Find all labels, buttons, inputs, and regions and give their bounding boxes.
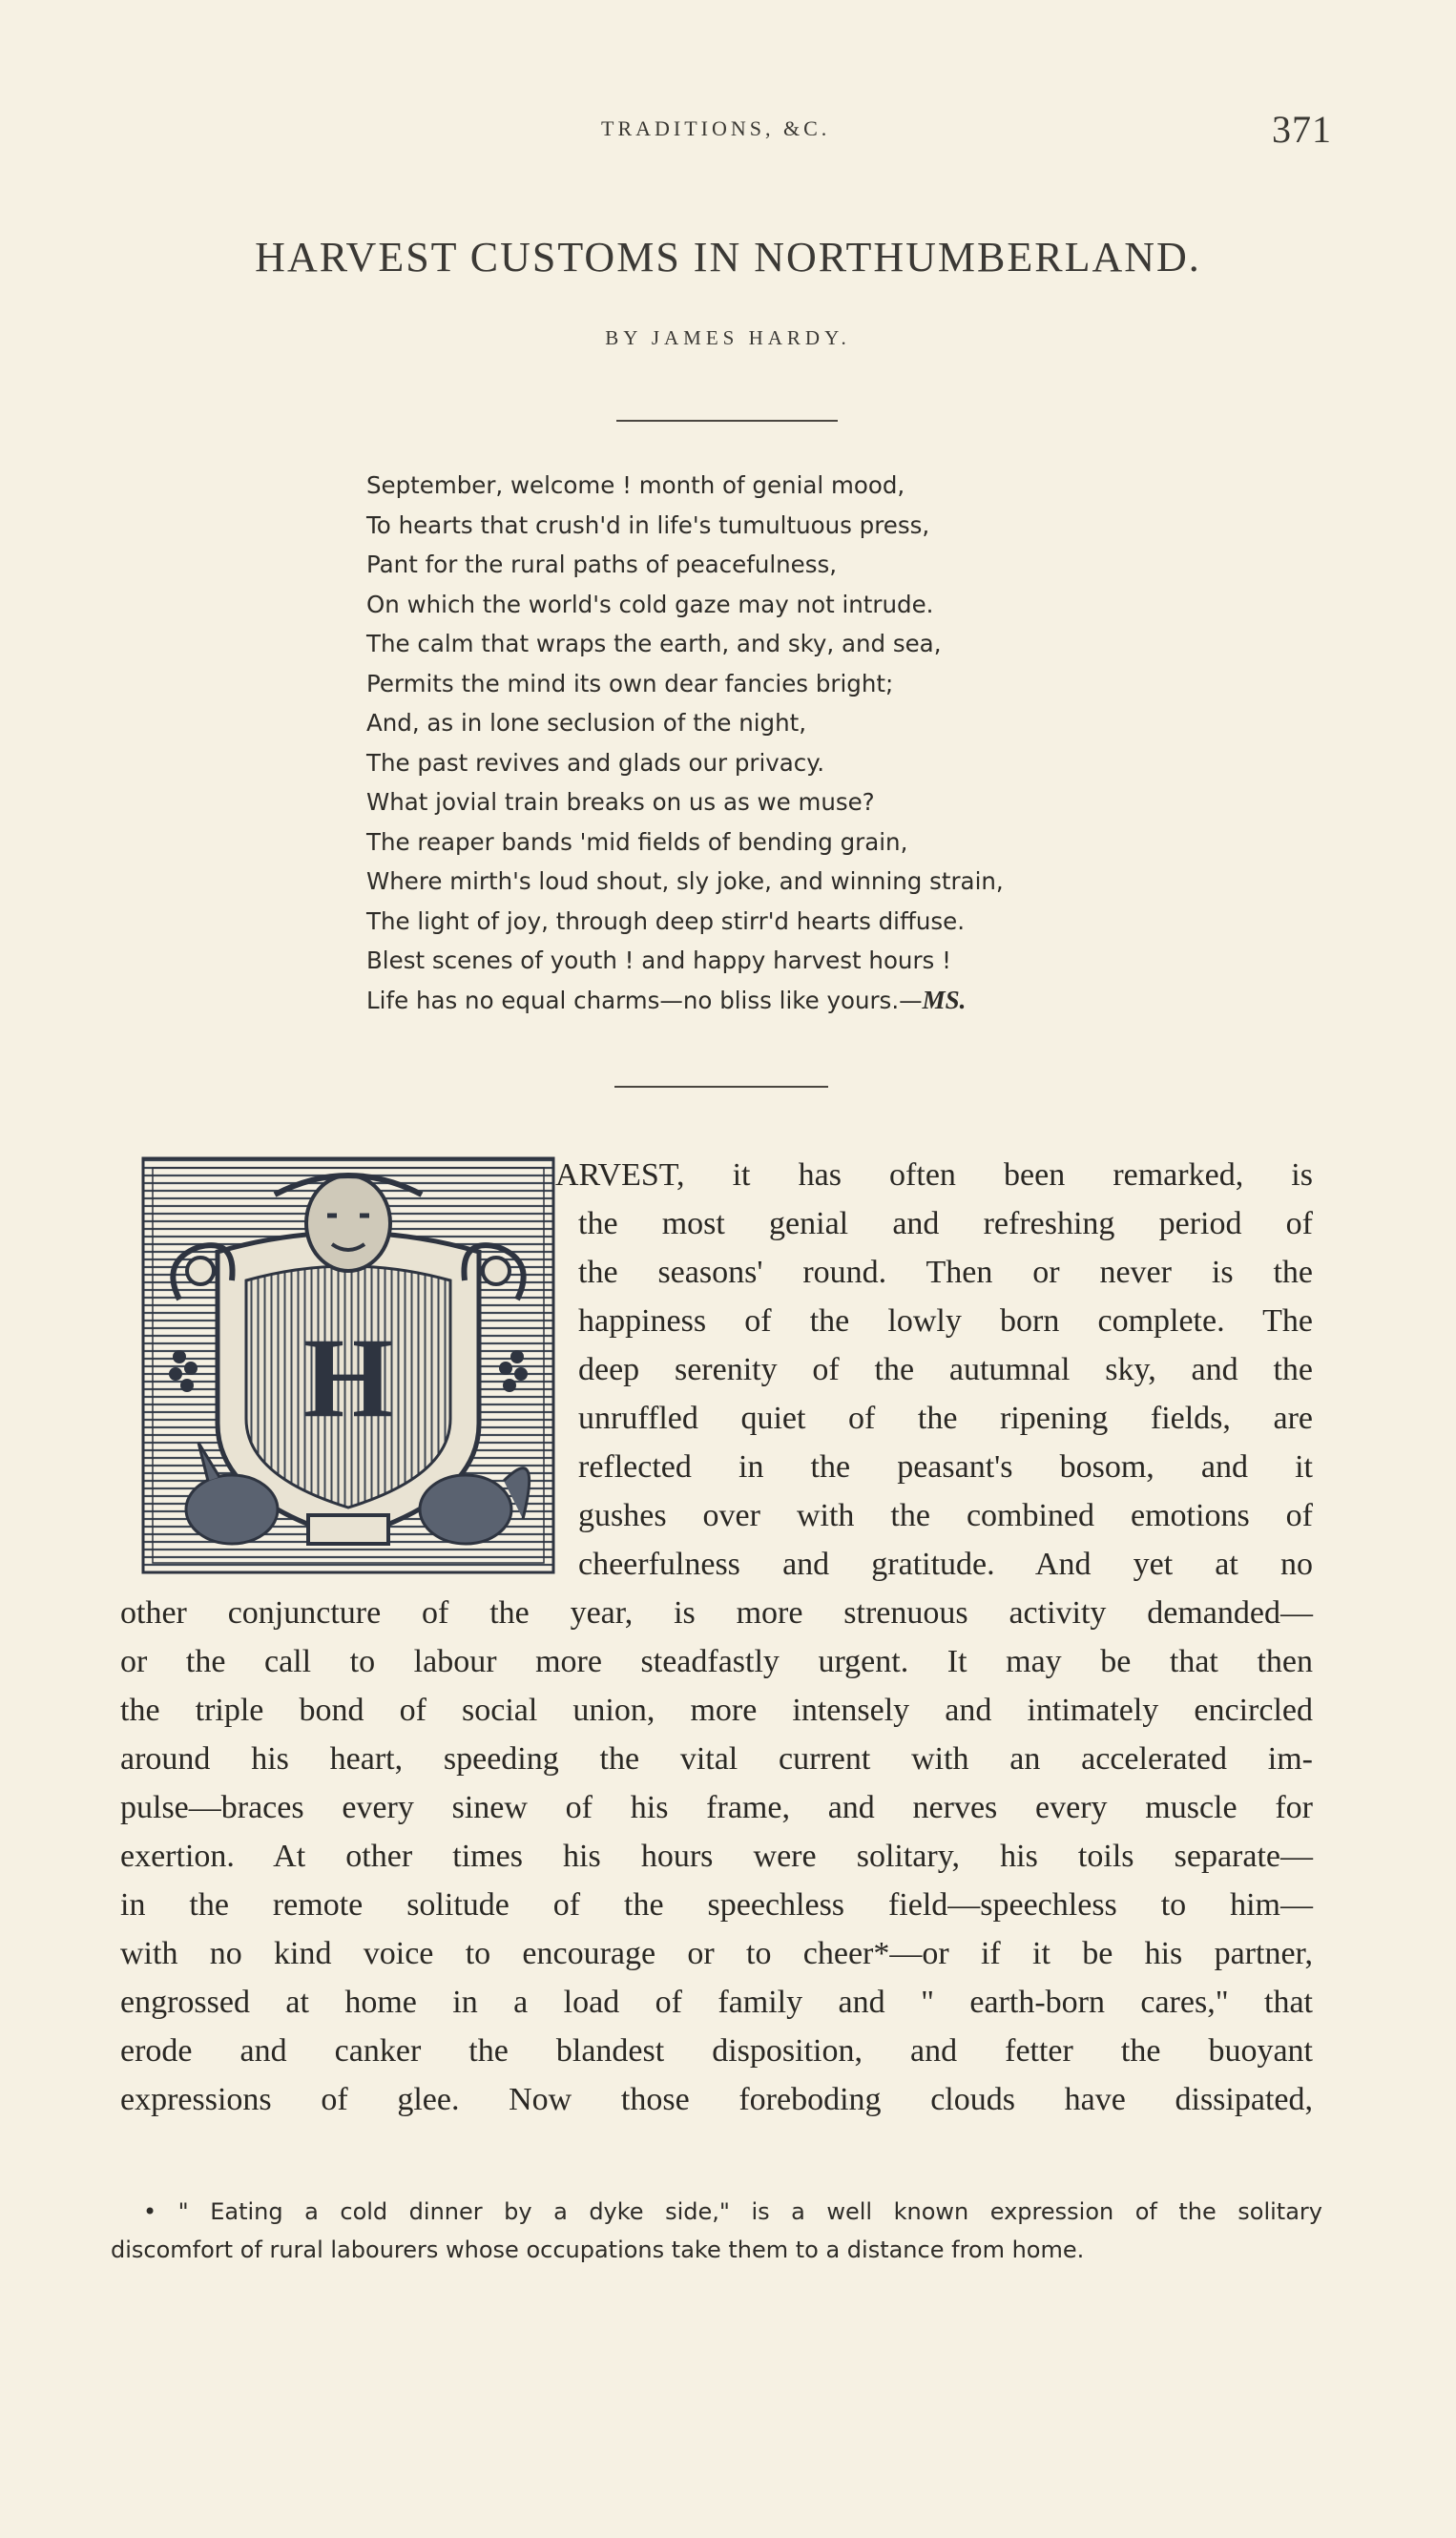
poem-line: And, as in lone seclusion of the night, bbox=[366, 709, 807, 737]
running-title: TRADITIONS, &C. bbox=[601, 116, 831, 140]
poem-line: On which the world's cold gaze may not intrude. bbox=[366, 590, 934, 618]
poem-line: September, welcome ! month of genial mood, bbox=[366, 471, 905, 499]
body-line: deep serenity of the autumnal sky, and the bbox=[578, 1352, 1313, 1387]
body-line: cheerfulness and gratitude. And yet at no bbox=[578, 1547, 1313, 1582]
poem-line: The past revives and glads our privacy. bbox=[366, 748, 825, 777]
body-line: the triple bond of social union, more intensely and intimately encircled bbox=[120, 1693, 1313, 1728]
poem-line: Pant for the rural paths of peacefulness, bbox=[366, 551, 838, 578]
body-line: in the remote solitude of the speechless field—speechless to him— bbox=[120, 1887, 1313, 1923]
body-line: around his heart, speeding the vital current with an accelerated im- bbox=[120, 1741, 1313, 1777]
initial-letter: H bbox=[303, 1314, 393, 1441]
decorated-initial-h bbox=[141, 1156, 555, 1574]
page-number: 371 bbox=[1272, 108, 1332, 151]
body-line: with no kind voice to encourage or to cheer*—or if it be his partner, bbox=[120, 1936, 1313, 1971]
footnote-line: • " Eating a cold dinner by a dyke side," is a well known expression of the solitary bbox=[143, 2198, 1322, 2225]
article-byline: BY JAMES HARDY. bbox=[605, 326, 851, 349]
body-line: exertion. At other times his hours were solitary, his toils separate— bbox=[120, 1839, 1313, 1874]
body-line: expressions of glee. Now those foreboding clouds have dissipated, bbox=[120, 2082, 1313, 2117]
body-line: ARVEST, it has often been remarked, is bbox=[555, 1157, 1313, 1193]
poem-last-line-text: Life has no equal charms—no bliss like yours.— bbox=[366, 986, 923, 1014]
poem-line: Permits the mind its own dear fancies bright; bbox=[366, 669, 894, 697]
poem-line: The calm that wraps the earth, and sky, and sea, bbox=[366, 630, 942, 657]
poem-line bbox=[366, 981, 1149, 1021]
body-line: happiness of the lowly born complete. The bbox=[578, 1303, 1313, 1339]
poem-epigraph bbox=[366, 466, 1149, 1020]
section-divider bbox=[614, 1086, 828, 1088]
poem-line: Blest scenes of youth ! and happy harvest hours ! bbox=[366, 947, 951, 974]
body-line: gushes over with the combined emotions of bbox=[578, 1498, 1313, 1533]
title-divider bbox=[616, 420, 838, 422]
footnote-line: discomfort of rural labourers whose occupations take them to a distance from home. bbox=[111, 2236, 1085, 2263]
running-head bbox=[592, 107, 1332, 155]
poem-line: What jovial train breaks on us as we muse? bbox=[366, 788, 875, 816]
poem-line: The light of joy, through deep stirr'd hearts diffuse. bbox=[366, 906, 966, 935]
body-line: the most genial and refreshing period of bbox=[578, 1206, 1313, 1241]
body-line: erode and canker the blandest disposition, and fetter the buoyant bbox=[120, 2033, 1313, 2069]
body-line: reflected in the peasant's bosom, and it bbox=[578, 1449, 1313, 1485]
poem-line: To hearts that crush'd in life's tumultuous press, bbox=[366, 510, 930, 539]
body-line: other conjuncture of the year, is more strenuous activity demanded— bbox=[120, 1595, 1313, 1631]
body-line: the seasons' round. Then or never is the bbox=[578, 1255, 1313, 1290]
poem-line: The reaper bands 'mid fields of bending grain, bbox=[366, 827, 908, 856]
poem-line: Where mirth's loud shout, sly joke, and winning strain, bbox=[366, 867, 1004, 895]
body-line: pulse—braces every sinew of his frame, and nerves every muscle for bbox=[120, 1790, 1313, 1825]
body-line: engrossed at home in a load of family and " earth-born cares," that bbox=[120, 1985, 1313, 2020]
article-title: HARVEST CUSTOMS IN NORTHUMBERLAND. bbox=[255, 234, 1201, 281]
poem-signature: MS. bbox=[922, 985, 967, 1014]
body-line: unruffled quiet of the ripening fields, are bbox=[578, 1401, 1313, 1436]
body-line: or the call to labour more steadfastly urgent. It may be that then bbox=[120, 1644, 1313, 1679]
